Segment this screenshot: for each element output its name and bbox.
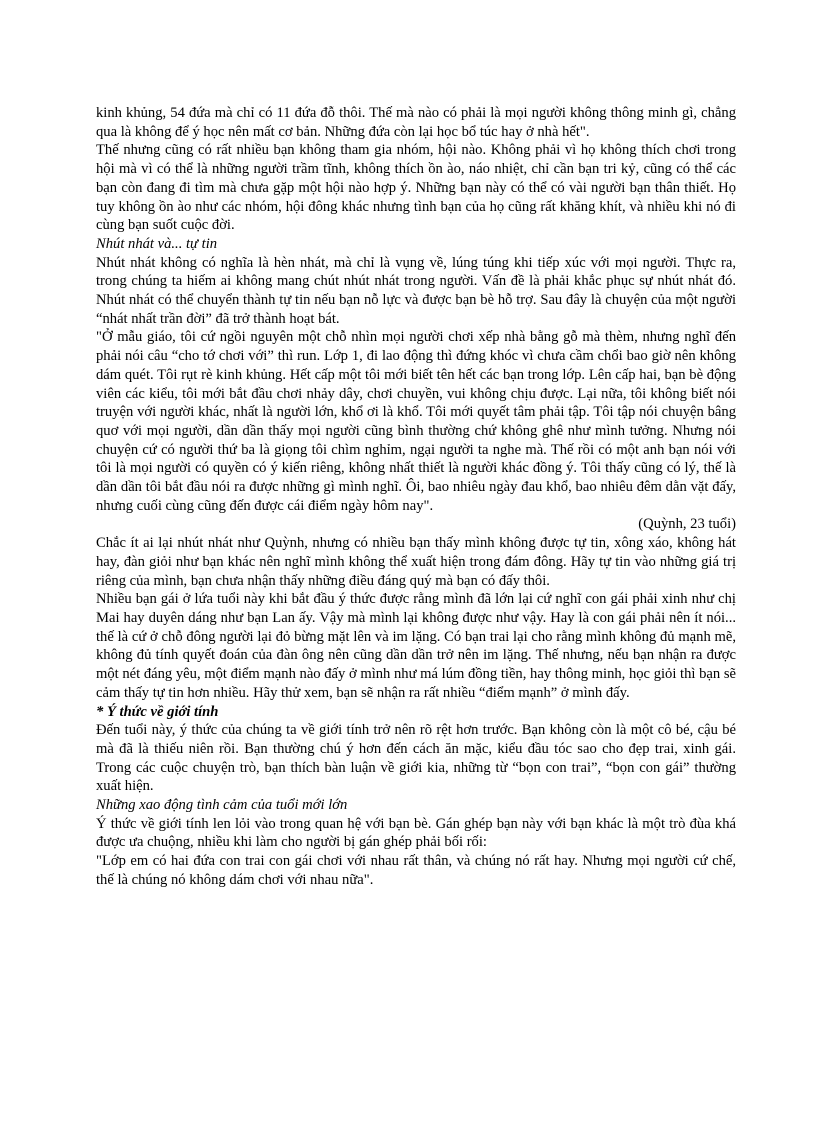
paragraph-class-quote: "Lớp em có hai đứa con trai con gái chơi với nhau rất thân, và chúng nó rất hay. Nhưng mọi người cứ chế, thế là chúng nó không dám chơi với nhau nữa". bbox=[96, 853, 736, 888]
quote-attribution: (Quỳnh, 23 tuổi) bbox=[638, 516, 736, 533]
document-page bbox=[96, 104, 736, 890]
section-heading-gender-awareness: * Ý thức về giới tính bbox=[96, 703, 219, 720]
paragraph-shyness-intro: Nhút nhát không có nghĩa là hèn nhát, mà chỉ là vụng về, lúng túng khi tiếp xúc với mọi người. Thực ra, trong chúng ta hiếm ai không mang chút nhút nhát trong người. Vấn đề là phải khắc phục sự nhút nhát đó. Nhút nhát có thể chuyển thành tự tin nếu bạn nỗ lực và được bạn bè hỗ trợ. Sau đây là chuyện của một người “nhát nhất trần đời” đã trở thành hoạt bát. bbox=[96, 254, 736, 327]
section-heading-shyness: Nhút nhát và... tự tin bbox=[96, 235, 218, 252]
paragraph-exam-results: kinh khủng, 54 đứa mà chỉ có 11 đứa đỗ thôi. Thế mà nào có phải là mọi người không thông minh gì, chẳng qua là không để ý học nên mất cơ bản. Những đứa còn lại học bổ túc hay ở nhà hết". bbox=[96, 105, 736, 140]
section-heading-emotions: Những xao động tình cảm của tuổi mới lớn bbox=[96, 797, 348, 814]
paragraph-close-friends: Thế nhưng cũng có rất nhiều bạn không tham gia nhóm, hội nào. Không phải vì họ không thích chơi trong hội mà vì có thể là những người trầm tĩnh, không thích ồn ào, náo nhiệt, chỉ cần bạn tri kỷ, cũng có thể các bạn còn đang đi tìm mà chưa gặp một hội nào hợp ý. Những bạn này có thể có vài người bạn thân thiết. Họ tuy không ồn ào như các nhóm, hội đông khác nhưng tình bạn của họ cũng rất khăng khít, và nhiều khi nó đi cùng bạn suốt cuộc đời. bbox=[96, 142, 736, 234]
paragraph-teasing: Ý thức về giới tính len lỏi vào trong quan hệ với bạn bè. Gán ghép bạn này với bạn khác là một trò đùa khá được ưa chuộng, nhiều khi làm cho người bị gán ghép phải bối rối: bbox=[96, 815, 736, 851]
paragraph-gender-awareness: Đến tuổi này, ý thức của chúng ta về giới tính trở nên rõ rệt hơn trước. Bạn không còn là một cô bé, cậu bé mà đã là thiếu niên rồi. Bạn thường chú ý hơn đến cách ăn mặc, kiểu đầu tóc sao cho đẹp trai, xinh gái. Trong các cuộc chuyện trò, bạn thích bàn luận về giới kia, những từ “bọn con trai”, “bọn con gái” thường xuất hiện. bbox=[96, 722, 736, 795]
paragraph-girls-boys: Nhiều bạn gái ở lứa tuổi này khi bắt đầu ý thức được rằng mình đã lớn lại cứ nghĩ con gái phải xinh như chị Mai hay duyên dáng như bạn Lan ấy. Vậy mà mình lại không được như vậy. Hay là con gái phải nên ít nói... thế là cứ ở chỗ đông người lại đỏ bừng mặt lên và im lặng. Có bạn trai lại cho rằng mình không đủ mạnh mẽ, không đủ tính quyết đoán của đàn ông nên cũng dần dần trở nên im lặng. Thế nhưng, nếu bạn nhận ra được một nét đáng yêu, một điểm mạnh nào đấy ở mình như má lúm đồng tiền, hay thông minh, học giỏi thì bạn sẽ cảm thấy tự tin hơn nhiều. Hãy thử xem, bạn sẽ nhận ra rất nhiều “điểm mạnh” ở mình đấy. bbox=[96, 591, 736, 701]
paragraph-self-confidence: Chắc ít ai lại nhút nhát như Quỳnh, nhưng có nhiều bạn thấy mình không được tự tin, xông xáo, không hát hay, đàn giỏi như bạn khác nên nghĩ mình không thể xuất hiện trong đám đông. Hãy tự tin vào những giá trị riêng của mình, bạn chưa nhận thấy những điều đáng quý mà bạn có đấy thôi. bbox=[96, 535, 736, 589]
paragraph-quynh-story: "Ở mẫu giáo, tôi cứ ngồi nguyên một chỗ nhìn mọi người chơi xếp nhà bằng gỗ mà thèm, nhưng nghĩ đến phải nói câu “cho tớ chơi với” thì run. Lớp 1, đi lao động thì đứng khóc vì chưa cầm chổi bao giờ nên không dám quét. Tôi rụt rè kinh khủng. Hết cấp một tôi mới biết tên hết các bạn trong lớp. Lên cấp hai, bạn bè động viên các kiểu, tôi mới bắt đầu chơi nhảy dây, chơi chuyền, vui không chịu được. Lại nữa, tôi không biết nói truyện với người khác, nhất là người lớn, khổ ơi là khổ. Tôi mới quyết tâm phải tập. Tôi tập nói chuyện bâng quơ với mọi người, dần dần thấy mọi người cũng bình thường chứ không ghê như mình tưởng. Nhưng nói chuyện cứ có người thứ ba là giọng tôi chìm nghỉm, ngại người ta nghe mà. Thế rồi có một anh bạn nói với tôi là mọi người có quyền có ý kiến riêng, không nhất thiết là người khác đồng ý. Tôi thấy cũng có lý, thế là dần dần tôi bắt đầu nói ra được những gì mình nghĩ. Ôi, bao nhiêu ngày đau khổ, bao nhiêu đêm dằn vặt đấy, nhưng cuối cùng cũng đến được cái điểm ngày hôm nay". bbox=[96, 329, 736, 514]
